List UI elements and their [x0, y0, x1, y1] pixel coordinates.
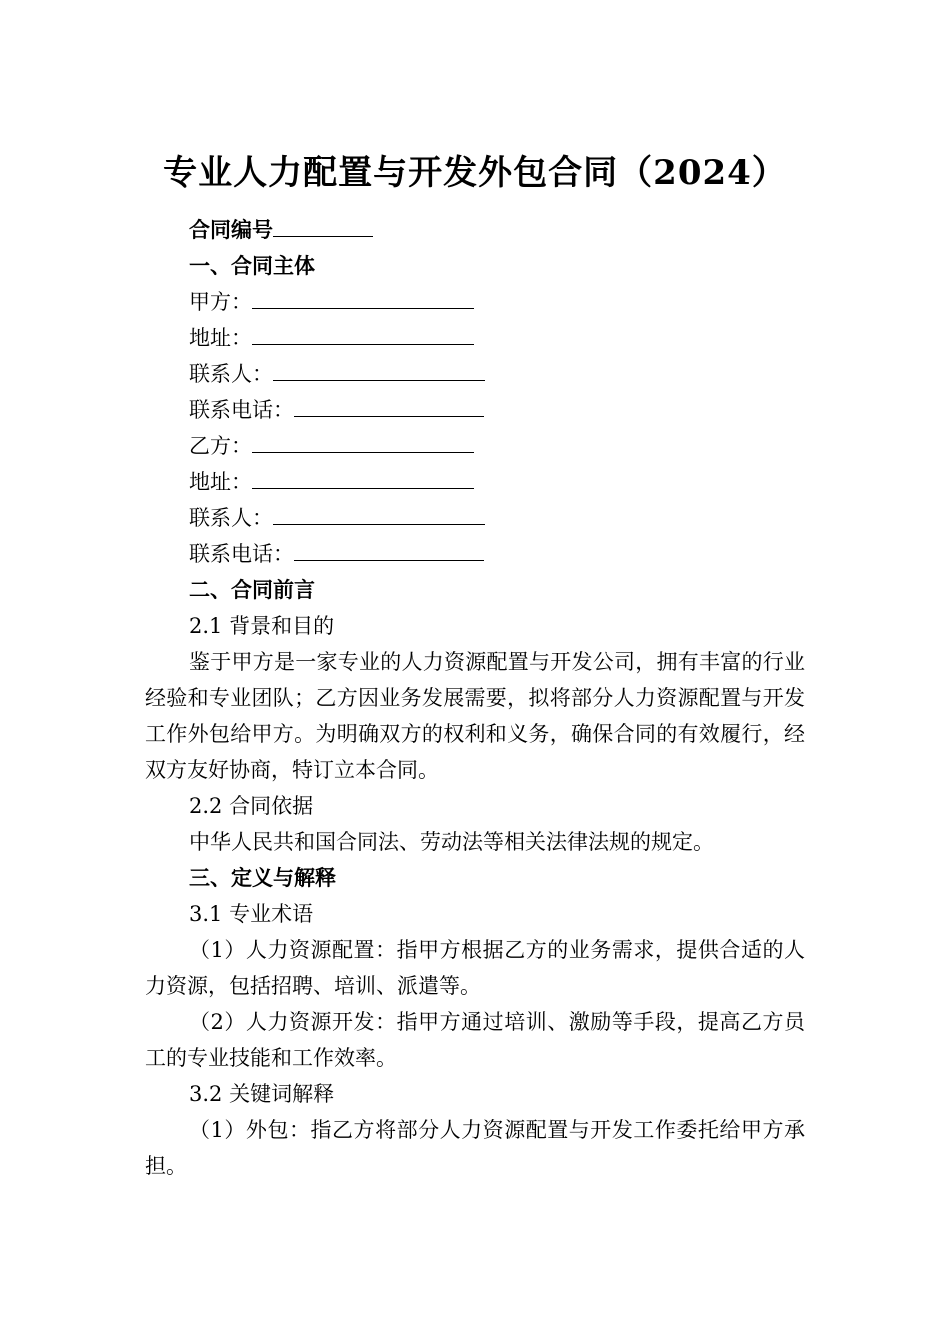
section2-heading: 二、合同前言	[189, 578, 315, 602]
party-b-contact-blank	[273, 500, 485, 525]
contract-number-line	[189, 212, 829, 248]
contract-number-label: 合同编号	[189, 218, 273, 242]
section3-item3: （1）外包：指乙方将部分人力资源配置与开发工作委托给甲方承担。	[145, 1118, 805, 1178]
section3-sub2: 3.2 关键词解释	[189, 1082, 335, 1106]
section3-item1: （1）人力资源配置：指甲方根据乙方的业务需求，提供合适的人力资源，包括招聘、培训、派遣等。	[145, 938, 805, 998]
party-a-address-label: 地址：	[189, 326, 252, 350]
section2-paragraph1: 鉴于甲方是一家专业的人力资源配置与开发公司，拥有丰富的行业经验和专业团队；乙方因业务发展需要，拟将部分人力资源配置与开发工作外包给甲方。为明确双方的权利和义务，确保合同的有效履行，经双方友好协商，特订立本合同。	[145, 650, 805, 782]
party-b-address-blank	[252, 464, 474, 489]
party-b-blank	[252, 428, 474, 453]
party-b-contact-line	[189, 500, 829, 536]
party-a-address-line	[189, 320, 829, 356]
contract-number-blank	[273, 212, 373, 237]
party-b-label: 乙方：	[189, 434, 252, 458]
section2-sub1: 2.1 背景和目的	[189, 614, 335, 638]
party-a-label: 甲方：	[189, 290, 252, 314]
party-b-address-label: 地址：	[189, 470, 252, 494]
party-a-phone-blank	[294, 392, 484, 417]
section3-sub1: 3.1 专业术语	[189, 902, 314, 926]
party-a-contact-blank	[273, 356, 485, 381]
party-a-contact-line	[189, 356, 829, 392]
party-b-phone-line	[189, 536, 829, 572]
party-b-phone-label: 联系电话：	[189, 542, 294, 566]
party-a-phone-line	[189, 392, 829, 428]
party-b-address-line	[189, 464, 829, 500]
party-b-contact-label: 联系人：	[189, 506, 273, 530]
party-a-line	[189, 284, 829, 320]
party-a-address-blank	[252, 320, 474, 345]
party-b-line	[189, 428, 829, 464]
section2-sub2: 2.2 合同依据	[189, 794, 314, 818]
section2-paragraph2: 中华人民共和国合同法、劳动法等相关法律法规的规定。	[189, 830, 714, 854]
section3-heading: 三、定义与解释	[189, 866, 336, 890]
document-title: 专业人力配置与开发外包合同（2024）	[163, 153, 787, 193]
party-b-phone-blank	[294, 536, 484, 561]
party-a-blank	[252, 284, 474, 309]
section1-heading: 一、合同主体	[189, 254, 315, 278]
party-a-contact-label: 联系人：	[189, 362, 273, 386]
party-a-phone-label: 联系电话：	[189, 398, 294, 422]
section3-item2: （2）人力资源开发：指甲方通过培训、激励等手段，提高乙方员工的专业技能和工作效率。	[145, 1010, 805, 1070]
